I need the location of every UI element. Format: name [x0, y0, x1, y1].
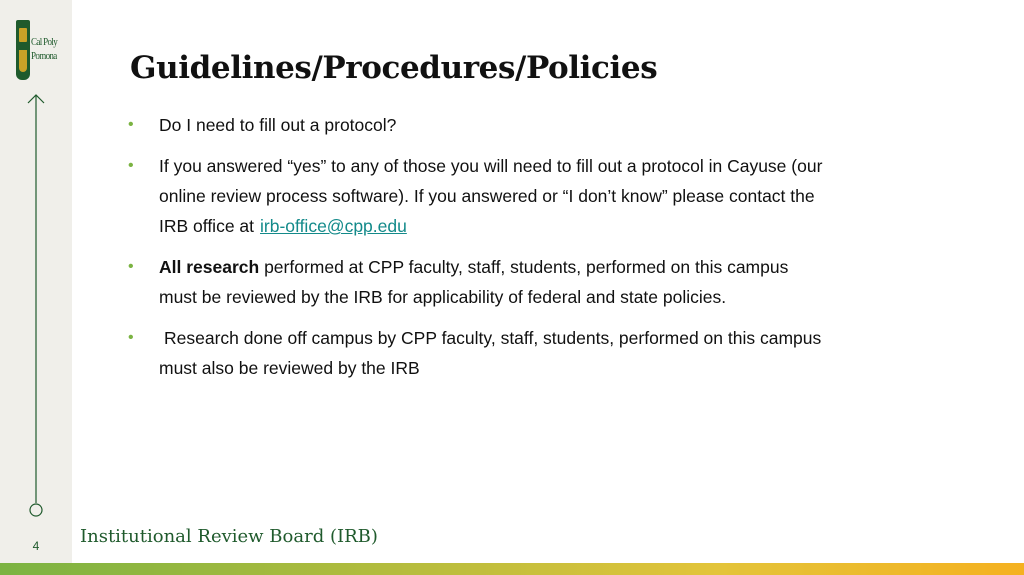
bullet-item-2 — [128, 151, 828, 241]
bullet-dot-icon: • — [128, 258, 134, 275]
bullet-text: Research done off campus by CPP faculty, staff, students, performed on this campus must also be reviewed by the IRB — [159, 328, 822, 378]
sidebar — [0, 0, 72, 563]
bullet-bold-lead: All research — [159, 257, 260, 277]
bullet-text: If you answered “yes” to any of those you will need to fill out a protocol in Cayuse (our online review process software). If you answered or “I don’t know” please contact the IRB office at — [159, 156, 823, 236]
cal-poly-pomona-logo-icon — [16, 20, 64, 82]
logo-text-line-2: Pomona — [31, 50, 57, 62]
logo-text — [31, 35, 64, 63]
bottom-accent-bar — [0, 563, 1024, 575]
page-number: 4 — [32, 539, 40, 553]
slide-title: Guidelines/Procedures/Policies — [130, 50, 658, 86]
bullet-item-1 — [128, 110, 828, 140]
bullet-dot-icon: • — [128, 157, 134, 174]
bullet-item-4 — [128, 323, 828, 383]
bullet-dot-icon: • — [128, 329, 134, 346]
timeline-decoration — [26, 92, 46, 520]
logo-shield-icon — [16, 20, 30, 80]
logo-text-line-1: Cal Poly — [31, 36, 58, 48]
bullet-text: performed at CPP faculty, staff, students, performed on this campus must be reviewed by the IRB for applicability of federal and state policies. — [159, 257, 789, 307]
bullet-item-3 — [128, 252, 828, 312]
bullet-dot-icon: • — [128, 116, 134, 133]
footer-title: Institutional Review Board (IRB) — [80, 526, 378, 547]
irb-email-link[interactable]: irb-office@cpp.edu — [260, 216, 407, 236]
bullet-list — [128, 110, 828, 394]
bullet-text: Do I need to fill out a protocol? — [159, 115, 397, 135]
